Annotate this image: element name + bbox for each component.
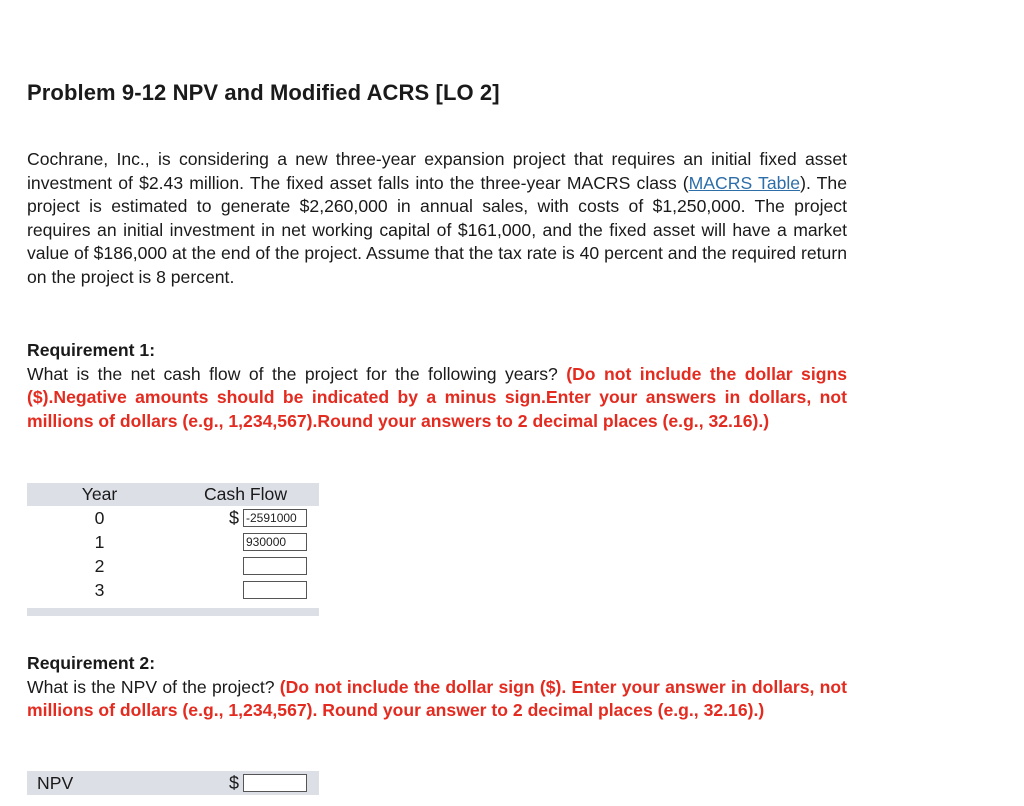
npv-row xyxy=(27,771,319,795)
year-column-header: Year xyxy=(81,484,118,504)
requirement-2-body xyxy=(27,676,847,723)
macrs-table-link[interactable]: MACRS Table xyxy=(688,172,801,193)
year-cell: 3 xyxy=(94,579,105,600)
year-cell: 1 xyxy=(94,531,105,552)
requirement-2-heading: Requirement 2: xyxy=(27,653,156,673)
cash-flow-input-year-1[interactable]: 930000 xyxy=(243,533,307,551)
requirement-2 xyxy=(27,652,847,723)
cash-flow-table-header xyxy=(27,483,319,506)
page-title: Problem 9-12 NPV and Modified ACRS [LO 2] xyxy=(27,80,500,105)
cash-flow-column-header: Cash Flow xyxy=(203,484,288,504)
problem-text-1: Cochrane, Inc., is considering a new three-year expansion project that requires an initial fixed asset investment of $2.43 million. The fixed asset falls into the three-year MACRS class ( xyxy=(27,149,847,193)
year-cell: 2 xyxy=(94,555,105,576)
cash-flow-input-year-0[interactable]: -2591000 xyxy=(243,509,307,527)
table-row xyxy=(27,554,319,578)
requirement-1-heading: Requirement 1: xyxy=(27,340,156,360)
table-row xyxy=(27,506,319,530)
dollar-sign: $ xyxy=(228,772,239,793)
npv-label: NPV xyxy=(37,772,74,793)
requirement-2-instruction: (Do not include the dollar sign ($). Enter your answer in dollars, not millions of dollars (e.g., 1,234,567). Round your answer to 2 decimal places (e.g., 32.16).) xyxy=(27,676,847,721)
cash-flow-input-year-3[interactable] xyxy=(243,581,307,599)
cash-flow-input-year-2[interactable] xyxy=(243,557,307,575)
requirement-1-body xyxy=(27,363,847,434)
requirement-2-question: What is the NPV of the project? xyxy=(27,676,280,697)
year-cell: 0 xyxy=(94,507,105,528)
requirement-1-question: What is the net cash flow of the project for the following years? xyxy=(27,363,567,384)
table-row xyxy=(27,530,319,554)
table-footer-bar xyxy=(27,608,319,616)
requirement-1-instruction: (Do not include the dollar signs ($).Negative amounts should be indicated by a minus sign.Enter your answers in dollars, not millions of dollars (e.g., 1,234,567).Round your answers to 2 decimal places (e.g., 32.16).) xyxy=(27,363,847,431)
requirement-1 xyxy=(27,339,847,433)
problem-statement xyxy=(27,148,847,290)
problem-text-2: ). The project is estimated to generate $2,260,000 in annual sales, with costs of $1,250,000. The project requires an initial investment in net working capital of $161,000, and the fixed asset will have a market value of $186,000 at the end of the project. Assume that the tax rate is 40 percent and the required return on the project is 8 percent. xyxy=(27,172,848,287)
dollar-sign: $ xyxy=(228,507,239,528)
table-row xyxy=(27,578,319,602)
npv-input[interactable] xyxy=(243,774,307,792)
cash-flow-table xyxy=(27,483,319,616)
